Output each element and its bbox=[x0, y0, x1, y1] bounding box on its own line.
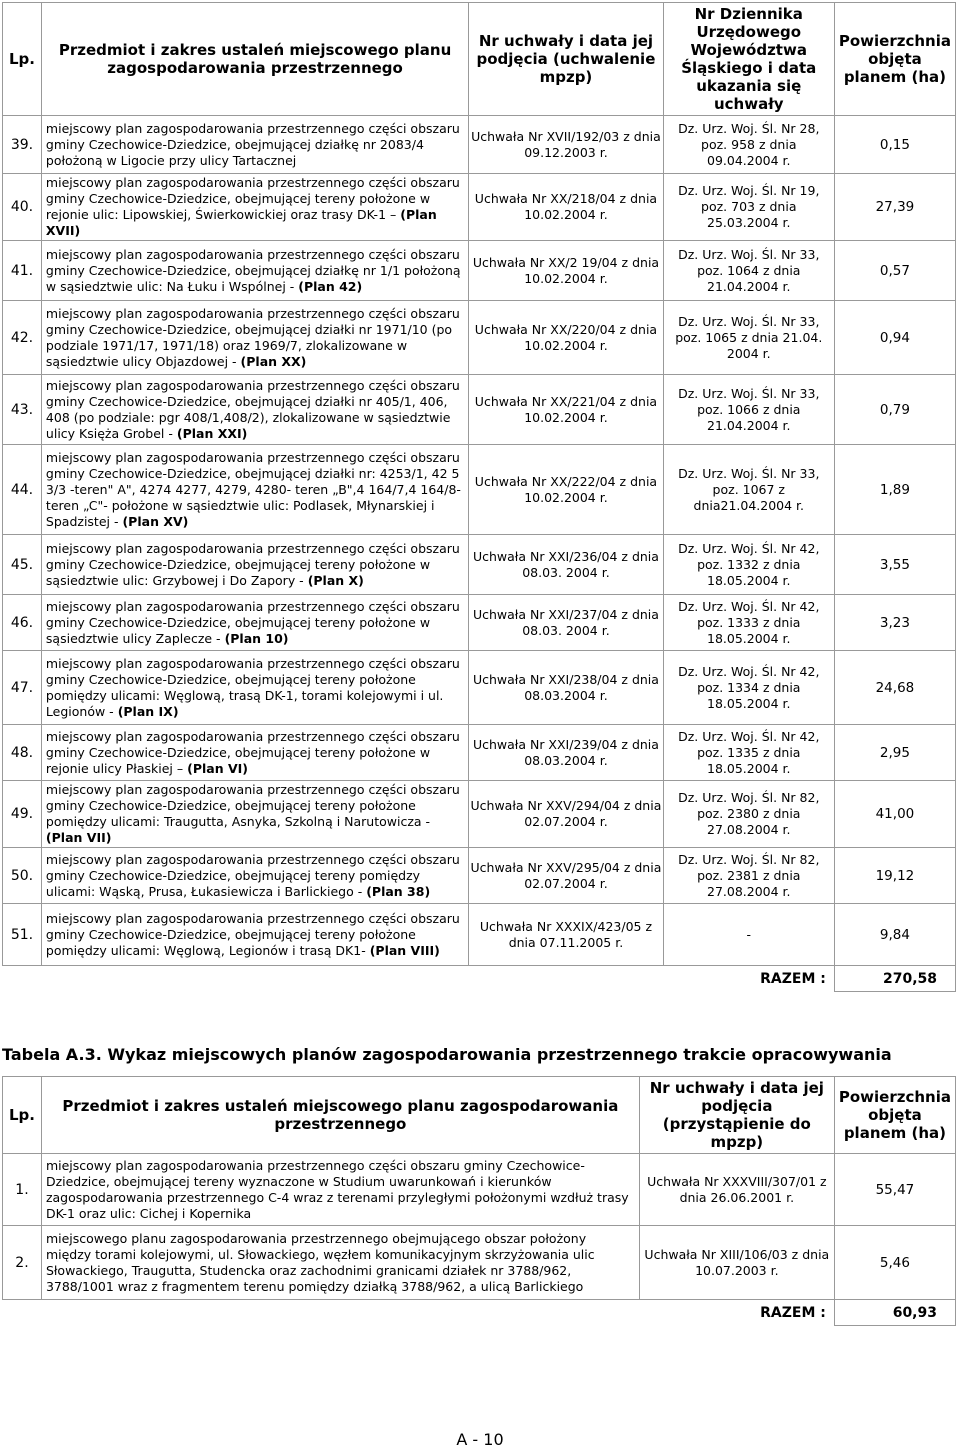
journal-cell: - bbox=[663, 904, 834, 966]
plan-description: miejscowy plan zagospodarowania przestrzennego części obszaru gminy Czechowice-Dziedzice, obejmującej tereny położone pomiędzy ulicami: Węglową, Legionów i trasą DK1- bbox=[45, 910, 460, 958]
table-row bbox=[3, 375, 956, 445]
resolution-cell: Uchwała Nr XX/221/04 z dnia 10.02.2004 r. bbox=[469, 375, 663, 445]
plan-description: miejscowy plan zagospodarowania przestrzennego części obszaru gminy Czechowice-Dziedzice, obejmującej tereny położone w sąsiedztwie ulic: Grzybowej i Do Zapory - bbox=[45, 540, 460, 588]
area-cell: 27,39 bbox=[834, 174, 955, 241]
header-resolution: Nr uchwały i data jej podjęcia (przystąpienie do mpzp) bbox=[639, 1077, 834, 1154]
area-cell: 0,15 bbox=[834, 116, 955, 174]
plan-code: (Plan IX) bbox=[117, 703, 179, 719]
row-number: 41. bbox=[3, 241, 42, 301]
plan-code: (Plan XV) bbox=[122, 513, 189, 529]
header-area: Powierzchnia objęta planem (ha) bbox=[834, 1077, 955, 1154]
resolution-cell: Uchwała Nr XIII/106/03 z dnia 10.07.2003 r. bbox=[639, 1226, 834, 1300]
total-row bbox=[3, 1300, 956, 1326]
row-number: 48. bbox=[3, 725, 42, 781]
empty-cell bbox=[3, 966, 42, 992]
total-label: RAZEM : bbox=[760, 970, 826, 987]
plan-description: miejscowy plan zagospodarowania przestrzennego części obszaru gminy Czechowice-Dziedzice, obejmującej tereny położone w rejonie ulicy Płaskiej – bbox=[45, 728, 460, 776]
area-cell: 24,68 bbox=[834, 651, 955, 725]
resolution-cell: Uchwała Nr XXI/236/04 z dnia 08.03. 2004 r. bbox=[469, 535, 663, 595]
plan-code: (Plan 10) bbox=[224, 630, 289, 646]
plan-subject bbox=[41, 725, 468, 781]
plan-code: (Plan XXI) bbox=[176, 425, 248, 441]
area-cell: 1,89 bbox=[834, 445, 955, 535]
table-row bbox=[3, 651, 956, 725]
header-subject: Przedmiot i zakres ustaleń miejscowego planu zagospodarowania przestrzennego bbox=[41, 3, 468, 116]
journal-cell: Dz. Urz. Woj. Śl. Nr 42, poz. 1334 z dnia 18.05.2004 r. bbox=[663, 651, 834, 725]
plans-table bbox=[2, 2, 956, 992]
header-lp: Lp. bbox=[3, 3, 42, 116]
table-row bbox=[3, 174, 956, 241]
table-header-row bbox=[3, 3, 956, 116]
table-row bbox=[3, 1226, 956, 1300]
area-cell: 9,84 bbox=[834, 904, 955, 966]
page-number: A - 10 bbox=[456, 1430, 504, 1449]
row-number: 51. bbox=[3, 904, 42, 966]
plan-description: miejscowy plan zagospodarowania przestrzennego części obszaru gminy Czechowice-Dziedzice, obejmującej tereny pomiędzy ulicami: Wąską, Prusa, Łukasiewicza i Barlickiego - bbox=[45, 851, 460, 899]
plan-description: miejscowy plan zagospodarowania przestrzennego części obszaru gminy Czechowice-Dziedzice, obejmującej tereny położone w sąsiedztwie ulicy Zaplecze - bbox=[45, 598, 460, 646]
total-value: 60,93 bbox=[834, 1300, 955, 1326]
plan-code: (Plan 42) bbox=[298, 278, 363, 294]
plan-description: miejscowy plan zagospodarowania przestrzennego części obszaru gminy Czechowice-Dziedzice, obejmującej działkę nr 2083/4 położoną w Ligocie przy ulicy Tartacznej bbox=[45, 120, 460, 168]
table-row bbox=[3, 725, 956, 781]
header-lp: Lp. bbox=[3, 1077, 42, 1154]
plan-subject bbox=[41, 241, 468, 301]
row-number: 45. bbox=[3, 535, 42, 595]
plan-code: (Plan VII) bbox=[45, 830, 112, 845]
resolution-cell: Uchwała Nr XVII/192/03 z dnia 09.12.2003 r. bbox=[469, 116, 663, 174]
area-cell: 41,00 bbox=[834, 781, 955, 848]
header-area: Powierzchnia objęta planem (ha) bbox=[834, 3, 955, 116]
plan-subject bbox=[41, 445, 468, 535]
area-cell: 0,57 bbox=[834, 241, 955, 301]
plan-subject bbox=[41, 904, 468, 966]
total-value: 270,58 bbox=[834, 966, 955, 992]
plan-code: (Plan VI) bbox=[187, 760, 249, 776]
table-row bbox=[3, 116, 956, 174]
plans-in-progress-table bbox=[2, 1076, 956, 1326]
plan-description: miejscowy plan zagospodarowania przestrzennego części obszaru gminy Czechowice-Dziedzice, obejmującej działki nr 405/1, 406, 408 (po podziale: pgr 408/1,408/2), zlokalizowane w sąsiedztwie ulicy Księża Grobel - bbox=[45, 377, 460, 441]
plan-code: (Plan VIII) bbox=[369, 942, 440, 958]
journal-cell: Dz. Urz. Woj. Śl. Nr 19, poz. 703 z dnia 25.03.2004 r. bbox=[663, 174, 834, 241]
plan-description: miejscowy plan zagospodarowania przestrzennego części obszaru gminy Czechowice-Dziedzice, obejmującej działki nr 1971/10 (po podziale 1971/17, 1971/18) oraz 1969/7, zlokalizowane w sąsiedztwie ulicy Objazdowej - bbox=[45, 305, 460, 369]
total-label: RAZEM : bbox=[760, 1304, 826, 1321]
plan-subject bbox=[41, 301, 468, 375]
plan-subject bbox=[41, 781, 468, 848]
plan-description: miejscowy plan zagospodarowania przestrzennego części obszaru gminy Czechowice-Dziedzice, obejmującej tereny położone pomiędzy ulicami: Węglową, trasą DK-1, torami kolejowymi i ul. Legionów - bbox=[45, 655, 460, 719]
row-number: 50. bbox=[3, 848, 42, 904]
journal-cell: Dz. Urz. Woj. Śl. Nr 33, poz. 1064 z dnia 21.04.2004 r. bbox=[663, 241, 834, 301]
table-row bbox=[3, 241, 956, 301]
plan-code: (Plan XX) bbox=[240, 353, 307, 369]
total-row bbox=[3, 966, 956, 992]
resolution-cell: Uchwała Nr XXV/295/04 z dnia 02.07.2004 r. bbox=[469, 848, 663, 904]
table-row bbox=[3, 781, 956, 848]
row-number: 2. bbox=[3, 1226, 42, 1300]
plan-subject bbox=[41, 174, 468, 241]
resolution-cell: Uchwała Nr XXI/239/04 z dnia 08.03.2004 r. bbox=[469, 725, 663, 781]
journal-cell: Dz. Urz. Woj. Śl. Nr 42, poz. 1335 z dnia 18.05.2004 r. bbox=[663, 725, 834, 781]
plan-subject bbox=[41, 535, 468, 595]
resolution-cell: Uchwała Nr XXV/294/04 z dnia 02.07.2004 r. bbox=[469, 781, 663, 848]
table-header-row bbox=[3, 1077, 956, 1154]
row-number: 49. bbox=[3, 781, 42, 848]
area-cell: 0,79 bbox=[834, 375, 955, 445]
plan-subject bbox=[41, 595, 468, 651]
row-number: 40. bbox=[3, 174, 42, 241]
resolution-cell: Uchwała Nr XXI/238/04 z dnia 08.03.2004 r. bbox=[469, 651, 663, 725]
journal-cell: Dz. Urz. Woj. Śl. Nr 42, poz. 1333 z dnia 18.05.2004 r. bbox=[663, 595, 834, 651]
table-row bbox=[3, 535, 956, 595]
journal-cell: Dz. Urz. Woj. Śl. Nr 42, poz. 1332 z dnia 18.05.2004 r. bbox=[663, 535, 834, 595]
table-row bbox=[3, 445, 956, 535]
header-resolution: Nr uchwały i data jej podjęcia (uchwalenie mpzp) bbox=[469, 3, 663, 116]
plan-description: miejscowy plan zagospodarowania przestrzennego części obszaru gminy Czechowice-Dziedzice, obejmującej działki nr: 4253/1, 42 5 3/3 -teren" A", 4274 4277, 4279, 4280- teren „B",4 164/7,4 164/8- teren „C"- położone w sąsiedztwie ulic: Podlasek, Młynarskiej i Spadzistej - bbox=[45, 449, 461, 529]
area-cell: 5,46 bbox=[834, 1226, 955, 1300]
plan-subject: miejscowy plan zagospodarowania przestrzennego części obszaru gminy Czechowice-Dziedzice, obejmującej tereny wyznaczone w Studium uwarunkowań i kierunków zagospodarowania przestrzennego C-4 wraz z terenami przyległymi położonymi wzdłuż trasy DK-1 oraz ulic: Cichej i Kopernika bbox=[41, 1154, 639, 1226]
resolution-cell: Uchwała Nr XXI/237/04 z dnia 08.03. 2004 r. bbox=[469, 595, 663, 651]
area-cell: 3,23 bbox=[834, 595, 955, 651]
plan-subject bbox=[41, 375, 468, 445]
table-row bbox=[3, 1154, 956, 1226]
row-number: 44. bbox=[3, 445, 42, 535]
plan-subject bbox=[41, 116, 468, 174]
table-row bbox=[3, 904, 956, 966]
resolution-cell: Uchwała Nr XX/218/04 z dnia 10.02.2004 r. bbox=[469, 174, 663, 241]
area-cell: 19,12 bbox=[834, 848, 955, 904]
journal-cell: Dz. Urz. Woj. Śl. Nr 33, poz. 1065 z dnia 21.04. 2004 r. bbox=[663, 301, 834, 375]
plan-subject bbox=[41, 848, 468, 904]
plan-subject bbox=[41, 651, 468, 725]
row-number: 47. bbox=[3, 651, 42, 725]
area-cell: 3,55 bbox=[834, 535, 955, 595]
journal-cell: Dz. Urz. Woj. Śl. Nr 82, poz. 2381 z dnia 27.08.2004 r. bbox=[663, 848, 834, 904]
resolution-cell: Uchwała Nr XX/222/04 z dnia 10.02.2004 r. bbox=[469, 445, 663, 535]
resolution-cell: Uchwała Nr XX/220/04 z dnia 10.02.2004 r. bbox=[469, 301, 663, 375]
area-cell: 55,47 bbox=[834, 1154, 955, 1226]
row-number: 1. bbox=[3, 1154, 42, 1226]
area-cell: 0,94 bbox=[834, 301, 955, 375]
plan-description: miejscowy plan zagospodarowania przestrzennego części obszaru gminy Czechowice-Dziedzice, obejmującej działkę nr 1/1 położoną w sąsiedztwie ulic: Na Łuku i Wspólnej - bbox=[45, 246, 461, 294]
plan-code: (Plan XVII) bbox=[45, 207, 437, 238]
row-number: 43. bbox=[3, 375, 42, 445]
journal-cell: Dz. Urz. Woj. Śl. Nr 28, poz. 958 z dnia 09.04.2004 r. bbox=[663, 116, 834, 174]
plan-subject: miejscowego planu zagospodarowania przestrzennego obejmującego obszar położony między torami kolejowymi, ul. Słowackiego, węzłem komunikacyjnym skrzyżowania ulic Słowackiego, Traugutta, Studencka oraz zachodnimi granicami działek nr 3788/962, 3788/1001 wraz z fragmentem terenu pomiędzy działką 3788/962, a ulicą Barlickiego bbox=[41, 1226, 639, 1300]
table-row bbox=[3, 595, 956, 651]
resolution-cell: Uchwała Nr XX/2 19/04 z dnia 10.02.2004 r. bbox=[469, 241, 663, 301]
resolution-cell: Uchwała Nr XXXVIII/307/01 z dnia 26.06.2001 r. bbox=[639, 1154, 834, 1226]
journal-cell: Dz. Urz. Woj. Śl. Nr 33, poz. 1067 z dnia21.04.2004 r. bbox=[663, 445, 834, 535]
empty-cell bbox=[3, 1300, 42, 1326]
table-row bbox=[3, 848, 956, 904]
area-cell: 2,95 bbox=[834, 725, 955, 781]
journal-cell: Dz. Urz. Woj. Śl. Nr 33, poz. 1066 z dnia 21.04.2004 r. bbox=[663, 375, 834, 445]
header-journal: Nr Dziennika Urzędowego Województwa Śląskiego i data ukazania się uchwały bbox=[663, 3, 834, 116]
plan-code: (Plan 38) bbox=[366, 883, 431, 899]
plan-code: (Plan X) bbox=[307, 572, 364, 588]
journal-cell: Dz. Urz. Woj. Śl. Nr 82, poz. 2380 z dnia 27.08.2004 r. bbox=[663, 781, 834, 848]
row-number: 39. bbox=[3, 116, 42, 174]
table-caption: Tabela A.3. Wykaz miejscowych planów zagospodarowania przestrzennego trakcie opracowywania bbox=[2, 1045, 892, 1064]
row-number: 46. bbox=[3, 595, 42, 651]
table-row bbox=[3, 301, 956, 375]
row-number: 42. bbox=[3, 301, 42, 375]
resolution-cell: Uchwała Nr XXXIX/423/05 z dnia 07.11.2005 r. bbox=[469, 904, 663, 966]
header-subject: Przedmiot i zakres ustaleń miejscowego planu zagospodarowania przestrzennego bbox=[41, 1077, 639, 1154]
plan-description: miejscowy plan zagospodarowania przestrzennego części obszaru gminy Czechowice-Dziedzice, obejmującej tereny położone pomiędzy ulicami: Traugutta, Asnyka, Szkolną i Narutowicza - bbox=[45, 782, 460, 829]
plan-description: miejscowy plan zagospodarowania przestrzennego części obszaru gminy Czechowice-Dziedzice, obejmującej tereny położone w rejonie ulic: Lipowskiej, Świerkowickiej oraz trasy DK-1 – bbox=[45, 175, 460, 222]
